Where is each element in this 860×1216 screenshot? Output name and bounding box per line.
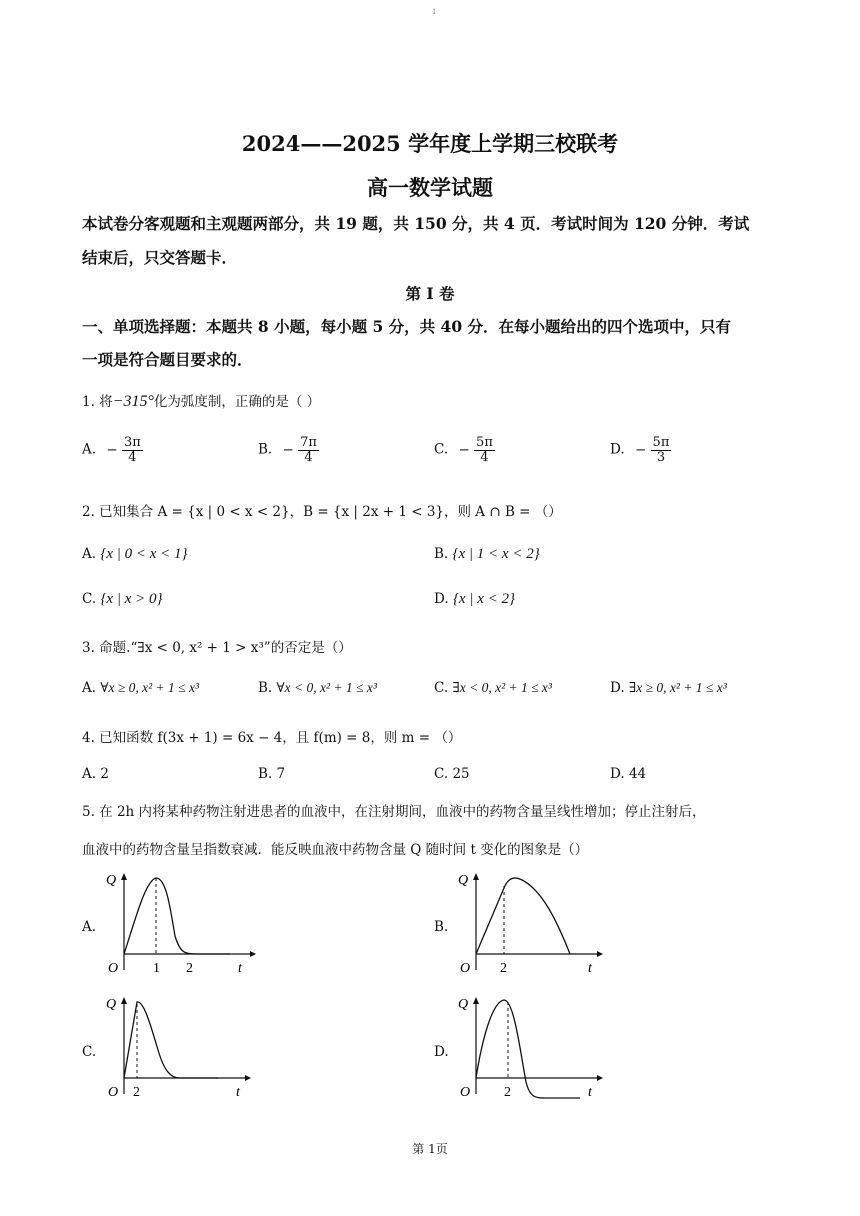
minus-sign: − xyxy=(458,441,470,458)
q1-expression: −315° xyxy=(112,393,154,410)
exam-title: 2024——2025 学年度上学期三校联考 xyxy=(241,131,619,156)
q2-option-a[interactable] xyxy=(82,546,188,563)
option-label: B. xyxy=(434,546,449,562)
option-label: C. xyxy=(434,766,449,782)
option-label: D. xyxy=(610,680,625,696)
x-axis-label: t xyxy=(588,1085,592,1100)
x-arrow-icon xyxy=(245,1075,251,1081)
option-text: ∀x ≥ 0, x² + 1 ≤ x³ xyxy=(100,680,199,695)
q1-option-d[interactable] xyxy=(610,436,671,464)
origin-label: O xyxy=(460,1085,471,1100)
option-label: C. xyxy=(434,680,449,696)
denominator: 3 xyxy=(656,449,666,465)
tick-label: 2 xyxy=(133,1085,140,1100)
question-1-stem xyxy=(82,390,320,411)
instructions-line-1: 本试卷分客观题和主观题两部分，共 19 题，共 150 分，共 4 页．考试时间为 120 分钟．考试 xyxy=(82,214,750,233)
option-label: B. xyxy=(258,441,273,458)
x-arrow-icon xyxy=(597,951,603,957)
y-axis-label: Q xyxy=(458,873,469,888)
q3-option-b[interactable] xyxy=(258,680,377,696)
denominator: 4 xyxy=(480,449,489,465)
curve xyxy=(476,878,570,954)
option-text: {x | 1 < x < 2} xyxy=(452,546,540,562)
q2-option-b[interactable] xyxy=(434,546,540,563)
question-2-stem: 2. 已知集合 A = {x | 0 < x < 2}，B = {x | 2x + 1 < 3}，则 A ∩ B = （） xyxy=(82,504,562,520)
q5-graph-c[interactable] xyxy=(100,990,260,1102)
q5-option-a-label[interactable]: A. xyxy=(82,919,97,935)
x-axis-label: t xyxy=(238,961,242,976)
page-marker: 1 xyxy=(432,8,437,16)
option-text: 2 xyxy=(100,766,109,782)
curve xyxy=(476,1000,580,1098)
exam-subtitle: 高一数学试题 xyxy=(367,175,493,200)
q4-option-b[interactable] xyxy=(258,766,285,782)
option-label: A. xyxy=(82,766,97,782)
tick-label: 2 xyxy=(504,1085,511,1100)
option-text: {x | 0 < x < 1} xyxy=(100,546,188,562)
instructions-line-2: 结束后，只交答题卡． xyxy=(82,248,238,267)
x-arrow-icon xyxy=(250,951,256,957)
curve xyxy=(124,1002,218,1078)
q1-prefix: 1. 将 xyxy=(82,394,113,410)
fraction xyxy=(122,436,143,464)
y-axis-label: Q xyxy=(458,997,469,1012)
option-label: B. xyxy=(258,680,273,696)
option-label: C. xyxy=(82,591,97,607)
option-label: A. xyxy=(82,441,97,458)
question-5-stem-line-2: 血液中的药物含量呈指数衰减．能反映血液中药物含量 Q 随时间 t 变化的图象是（） xyxy=(82,842,589,858)
q1-option-a[interactable] xyxy=(82,436,143,464)
fraction xyxy=(298,436,319,464)
minus-sign: − xyxy=(634,441,647,458)
fraction xyxy=(651,436,672,464)
volume-heading: 第 Ⅰ 卷 xyxy=(405,284,455,303)
y-axis-label: Q xyxy=(106,873,117,888)
option-label: D. xyxy=(610,766,625,782)
y-axis-label: Q xyxy=(106,997,117,1012)
q5-option-c-label[interactable]: C. xyxy=(82,1044,97,1060)
option-label: A. xyxy=(82,546,97,562)
option-text: ∃x < 0, x² + 1 ≤ x³ xyxy=(452,680,552,695)
question-3-stem: 3. 命题.“∃x < 0, x² + 1 > x³”的否定是（） xyxy=(82,640,352,656)
x-arrow-icon xyxy=(597,1075,603,1081)
question-5-stem-line-1: 5. 在 2h 内将某种药物注射进患者的血液中，在注射期间，血液中的药物含量呈线性增加；停止注射后， xyxy=(82,804,706,820)
section-heading-line-1: 一、单项选择题：本题共 8 小题，每小题 5 分，共 40 分．在每小题给出的四个选项中，只有 xyxy=(82,317,732,336)
option-label: D. xyxy=(434,591,449,607)
x-axis-label: t xyxy=(588,961,592,976)
tick-label: 1 xyxy=(153,961,160,976)
option-text: {x | x < 2} xyxy=(452,591,515,607)
origin-label: O xyxy=(108,961,119,976)
page-footer: 第 1页 xyxy=(412,1142,448,1156)
q1-suffix: 化为弧度制，正确的是（ ） xyxy=(153,394,321,410)
q4-option-d[interactable] xyxy=(610,766,646,782)
option-text: 25 xyxy=(452,766,470,782)
q3-option-c[interactable] xyxy=(434,680,552,696)
denominator: 4 xyxy=(128,449,137,465)
numerator: 3π xyxy=(123,435,141,450)
minus-sign: − xyxy=(282,441,294,458)
tick-label: 2 xyxy=(500,961,507,976)
q5-option-b-label[interactable]: B. xyxy=(434,919,449,935)
numerator: 5π xyxy=(652,435,670,450)
option-text: {x | x > 0} xyxy=(100,591,163,607)
q2-option-c[interactable] xyxy=(82,591,163,608)
fraction xyxy=(474,436,495,464)
option-label: C. xyxy=(434,441,449,458)
option-text: ∀x < 0, x² + 1 ≤ x³ xyxy=(276,680,377,695)
q1-option-b[interactable] xyxy=(258,436,319,464)
q3-option-a[interactable] xyxy=(82,680,199,696)
option-text: ∃x ≥ 0, x² + 1 ≤ x³ xyxy=(628,680,727,695)
tick-label: 2 xyxy=(186,961,193,976)
q1-option-c[interactable] xyxy=(434,436,495,464)
minus-sign: − xyxy=(106,441,118,458)
x-axis-label: t xyxy=(236,1085,240,1100)
numerator: 5π xyxy=(476,435,493,450)
numerator: 7π xyxy=(300,435,317,450)
y-arrow-icon xyxy=(121,997,127,1004)
curve xyxy=(124,878,230,954)
option-text: 7 xyxy=(276,766,286,782)
option-text: 44 xyxy=(628,766,647,782)
y-arrow-icon xyxy=(473,997,479,1004)
question-4-stem: 4. 已知函数 f(3x + 1) = 6x − 4，且 f(m) = 8，则 m = （） xyxy=(82,730,462,746)
q2-option-d[interactable] xyxy=(434,591,515,608)
q4-option-a[interactable] xyxy=(82,766,109,782)
q5-graph-a[interactable] xyxy=(100,866,260,978)
origin-label: O xyxy=(460,961,471,976)
origin-label: O xyxy=(108,1085,119,1100)
option-label: D. xyxy=(610,441,625,458)
q3-option-d[interactable] xyxy=(610,680,727,696)
y-arrow-icon xyxy=(121,873,127,880)
option-label: B. xyxy=(258,766,273,782)
q5-option-d-label[interactable]: D. xyxy=(434,1044,449,1060)
y-arrow-icon xyxy=(473,873,479,880)
option-label: A. xyxy=(82,680,97,696)
q5-graph-d[interactable] xyxy=(452,990,612,1102)
q5-graph-b[interactable] xyxy=(452,866,612,978)
denominator: 4 xyxy=(304,449,313,465)
section-heading-line-2: 一项是符合题目要求的． xyxy=(82,350,253,369)
q4-option-c[interactable] xyxy=(434,766,470,782)
